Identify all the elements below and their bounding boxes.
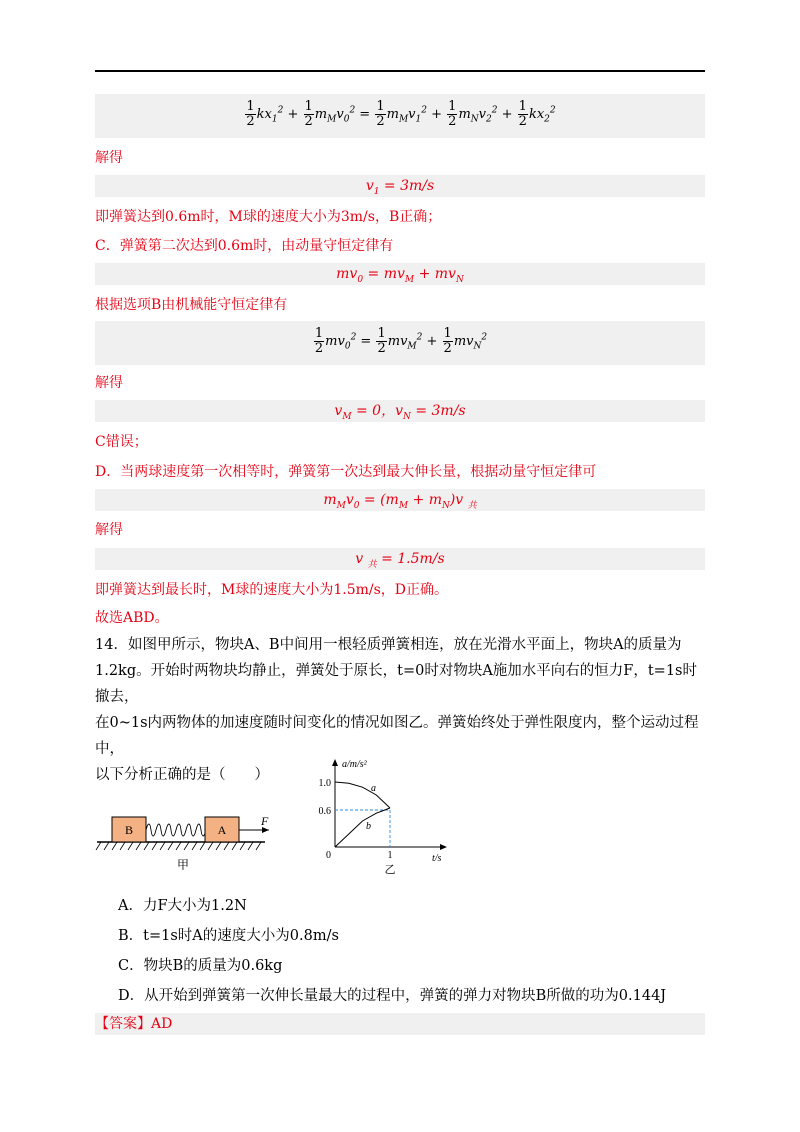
solution-text: 根据选项B由机械能守恒定律有 <box>95 297 288 313</box>
answer-line <box>95 1014 172 1034</box>
solution-text: 故选ABD。 <box>95 610 169 626</box>
figure-jia-caption: 甲 <box>176 858 190 870</box>
solution-text: C错误； <box>95 434 148 450</box>
solution-text: 解得 <box>95 522 123 538</box>
solution-text: 解得 <box>95 375 123 391</box>
answer-band <box>95 1013 705 1035</box>
result-c: $v_M = 0$，$v_N = 3m/s$ <box>334 403 466 422</box>
curve-a-label: a <box>371 783 376 794</box>
answer-value: AD <box>151 1016 173 1032</box>
x-axis-label: t/s <box>432 853 442 864</box>
option-c: C．物块B的质量为0.6kg <box>118 958 283 974</box>
solution-text: 解得 <box>95 150 123 166</box>
curve-a <box>335 782 390 808</box>
figure-jia <box>95 805 275 870</box>
header-rule <box>95 70 705 72</box>
question-line: 14．如图甲所示，物块A、B中间用一根轻质弹簧相连，放在光滑水平面上，物块A的质量为 <box>95 637 682 653</box>
ground-hatch <box>96 842 261 850</box>
tick-label: 1 <box>387 850 393 861</box>
block-a-label: A <box>217 823 227 837</box>
option-b: B．t=1s时A的速度大小为0.8m/s <box>118 928 339 944</box>
energy-equation-full: $\frac{1}{2}$ $kx_1^2$ + $\frac{1}{2}$ $m_Mv_0^2$ = $\frac{1}{2}$ $m_Mv_1^2$ + $\frac{1}{2}$ $m_Nv_2^2$ + $\frac{1}{2}$ $kx_2^2$ <box>246 99 556 129</box>
energy-equation-c: $\frac{1}{2}$ $mv_0^2$ = $\frac{1}{2}$ $mv_M^2$ + $\frac{1}{2}$ $mv_N^2$ <box>314 326 488 356</box>
tick-label: 0 <box>326 850 331 861</box>
tick-label: 0.6 <box>318 806 331 817</box>
question-line: 在0~1s内两物体的加速度随时间变化的情况如图乙。弹簧始终处于弹性限度内，整个运动过程中， <box>95 715 699 757</box>
y-axis-label: a/m/s² <box>342 759 367 770</box>
momentum-equation-d: $m_Mv_0 = (m_M + m_N)v$ $_共$ <box>323 492 477 511</box>
spring <box>146 824 206 836</box>
curve-b <box>335 808 390 847</box>
momentum-equation-c: $mv_0 = mv_M + mv_N$ <box>336 266 464 285</box>
x-axis-arrow <box>440 844 447 850</box>
block-b-label: B <box>124 823 134 837</box>
figure-yi-chart <box>305 755 465 875</box>
answer-tag: 【答案】 <box>95 1016 151 1032</box>
result-d: v $_共$ = 1.5m/s <box>355 551 445 570</box>
option-d: D．从开始到弹簧第一次伸长量最大的过程中，弹簧的弹力对物块B所做的功为0.144J <box>118 988 667 1004</box>
solution-text: C．弹簧第二次达到0.6m时，由动量守恒定律有 <box>95 238 394 254</box>
tick-label: 1.0 <box>318 778 331 789</box>
force-label: F <box>261 814 269 828</box>
figure-yi-caption: 乙 <box>384 863 396 875</box>
option-a: A．力F大小为1.2N <box>118 898 247 914</box>
solution-text: 即弹簧达到最长时，M球的速度大小为1.5m/s，D正确。 <box>95 582 448 598</box>
question-line: 1.2kg。开始时两物块均静止，弹簧处于原长，t=0时对物块A施加水平向右的恒力F，t=1s时撤去， <box>95 663 698 705</box>
result-v1: $v_1 = 3m/s$ <box>365 178 435 197</box>
solution-text: D．当两球速度第一次相等时，弹簧第一次达到最大伸长量，根据动量守恒定律可 <box>95 464 597 480</box>
curve-b-label: b <box>366 821 371 832</box>
solution-text: 即弹簧达到0.6m时，M球的速度大小为3m/s，B正确； <box>95 209 442 225</box>
y-axis-arrow <box>332 759 338 766</box>
question-line: 以下分析正确的是（ ） <box>95 767 269 783</box>
